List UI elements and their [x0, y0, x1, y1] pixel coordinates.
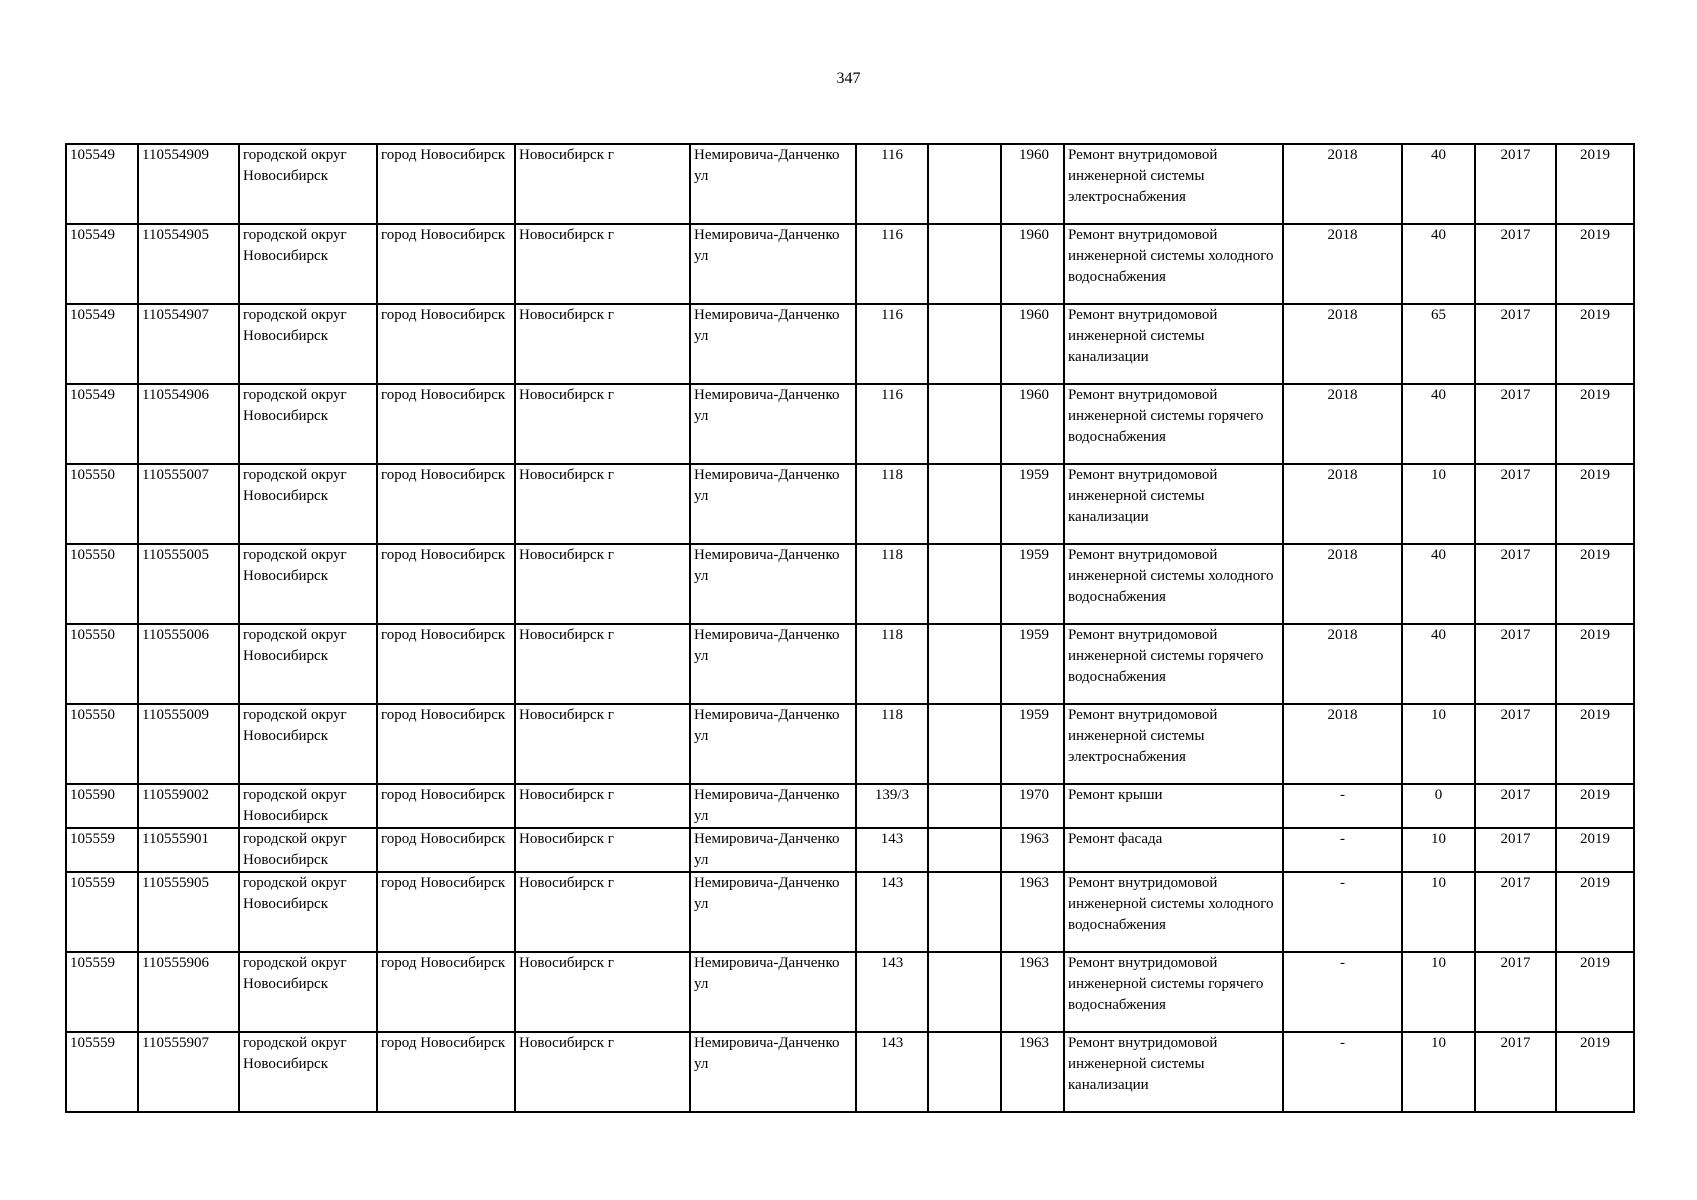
wear-percent-cell: 40	[1402, 144, 1475, 224]
work-code-cell: 110559002	[138, 784, 239, 828]
period-to-cell: 2019	[1556, 1032, 1634, 1112]
house-number-cell: 116	[856, 304, 928, 384]
last-repair-cell: -	[1283, 828, 1402, 872]
building-cell	[928, 952, 1001, 1032]
building-cell	[928, 624, 1001, 704]
wear-percent-cell: 10	[1402, 952, 1475, 1032]
work-code-cell: 110555901	[138, 828, 239, 872]
district-cell: городской округ Новосибирск	[239, 384, 377, 464]
work-code-cell: 110555007	[138, 464, 239, 544]
house-number-cell: 118	[856, 704, 928, 784]
work-code-cell: 110554906	[138, 384, 239, 464]
last-repair-cell: -	[1283, 872, 1402, 952]
year-built-cell: 1963	[1001, 872, 1064, 952]
building-cell	[928, 304, 1001, 384]
district-cell: городской округ Новосибирск	[239, 224, 377, 304]
street-cell: Немировича-Данченко ул	[690, 144, 856, 224]
year-built-cell: 1960	[1001, 384, 1064, 464]
work-type-cell: Ремонт внутридомовой инженерной системы канализации	[1064, 464, 1283, 544]
work-type-cell: Ремонт внутридомовой инженерной системы электроснабжения	[1064, 704, 1283, 784]
row-id-cell: 105550	[66, 464, 138, 544]
last-repair-cell: 2018	[1283, 624, 1402, 704]
house-number-cell: 116	[856, 224, 928, 304]
house-number-cell: 143	[856, 872, 928, 952]
settlement-cell: город Новосибирск	[377, 464, 515, 544]
house-number-cell: 139/3	[856, 784, 928, 828]
work-type-cell: Ремонт внутридомовой инженерной системы холодного водоснабжения	[1064, 224, 1283, 304]
period-to-cell: 2019	[1556, 624, 1634, 704]
district-cell: городской округ Новосибирск	[239, 464, 377, 544]
row-id-cell: 105549	[66, 224, 138, 304]
year-built-cell: 1963	[1001, 828, 1064, 872]
wear-percent-cell: 10	[1402, 464, 1475, 544]
table-row	[66, 872, 1634, 952]
last-repair-cell: 2018	[1283, 544, 1402, 624]
table-row	[66, 952, 1634, 1032]
settlement-cell: город Новосибирск	[377, 952, 515, 1032]
city-cell: Новосибирск г	[515, 1032, 690, 1112]
city-cell: Новосибирск г	[515, 952, 690, 1032]
row-id-cell: 105550	[66, 624, 138, 704]
work-type-cell: Ремонт внутридомовой инженерной системы канализации	[1064, 304, 1283, 384]
period-from-cell: 2017	[1475, 224, 1556, 304]
wear-percent-cell: 40	[1402, 624, 1475, 704]
city-cell: Новосибирск г	[515, 624, 690, 704]
year-built-cell: 1970	[1001, 784, 1064, 828]
last-repair-cell: -	[1283, 1032, 1402, 1112]
period-to-cell: 2019	[1556, 544, 1634, 624]
row-id-cell: 105559	[66, 828, 138, 872]
year-built-cell: 1959	[1001, 704, 1064, 784]
street-cell: Немировича-Данченко ул	[690, 464, 856, 544]
work-type-cell: Ремонт фасада	[1064, 828, 1283, 872]
repair-schedule-table	[65, 143, 1635, 1113]
period-to-cell: 2019	[1556, 464, 1634, 544]
last-repair-cell: 2018	[1283, 224, 1402, 304]
house-number-cell: 116	[856, 384, 928, 464]
period-from-cell: 2017	[1475, 828, 1556, 872]
period-to-cell: 2019	[1556, 872, 1634, 952]
last-repair-cell: 2018	[1283, 384, 1402, 464]
table-row	[66, 828, 1634, 872]
work-type-cell: Ремонт внутридомовой инженерной системы электроснабжения	[1064, 144, 1283, 224]
wear-percent-cell: 40	[1402, 384, 1475, 464]
city-cell: Новосибирск г	[515, 872, 690, 952]
wear-percent-cell: 65	[1402, 304, 1475, 384]
period-from-cell: 2017	[1475, 952, 1556, 1032]
period-from-cell: 2017	[1475, 304, 1556, 384]
street-cell: Немировича-Данченко ул	[690, 384, 856, 464]
work-code-cell: 110555907	[138, 1032, 239, 1112]
work-type-cell: Ремонт внутридомовой инженерной системы канализации	[1064, 1032, 1283, 1112]
period-to-cell: 2019	[1556, 144, 1634, 224]
settlement-cell: город Новосибирск	[377, 544, 515, 624]
row-id-cell: 105550	[66, 704, 138, 784]
settlement-cell: город Новосибирск	[377, 304, 515, 384]
table-row	[66, 304, 1634, 384]
house-number-cell: 143	[856, 1032, 928, 1112]
settlement-cell: город Новосибирск	[377, 224, 515, 304]
city-cell: Новосибирск г	[515, 464, 690, 544]
city-cell: Новосибирск г	[515, 304, 690, 384]
settlement-cell: город Новосибирск	[377, 1032, 515, 1112]
settlement-cell: город Новосибирск	[377, 144, 515, 224]
district-cell: городской округ Новосибирск	[239, 624, 377, 704]
period-to-cell: 2019	[1556, 704, 1634, 784]
street-cell: Немировича-Данченко ул	[690, 872, 856, 952]
wear-percent-cell: 10	[1402, 828, 1475, 872]
period-from-cell: 2017	[1475, 544, 1556, 624]
house-number-cell: 118	[856, 624, 928, 704]
city-cell: Новосибирск г	[515, 384, 690, 464]
settlement-cell: город Новосибирск	[377, 828, 515, 872]
district-cell: городской округ Новосибирск	[239, 704, 377, 784]
city-cell: Новосибирск г	[515, 544, 690, 624]
table-row	[66, 384, 1634, 464]
last-repair-cell: 2018	[1283, 704, 1402, 784]
city-cell: Новосибирск г	[515, 704, 690, 784]
building-cell	[928, 828, 1001, 872]
street-cell: Немировича-Данченко ул	[690, 304, 856, 384]
period-from-cell: 2017	[1475, 464, 1556, 544]
work-code-cell: 110554907	[138, 304, 239, 384]
last-repair-cell: 2018	[1283, 464, 1402, 544]
row-id-cell: 105559	[66, 1032, 138, 1112]
wear-percent-cell: 0	[1402, 784, 1475, 828]
district-cell: городской округ Новосибирск	[239, 784, 377, 828]
wear-percent-cell: 10	[1402, 872, 1475, 952]
settlement-cell: город Новосибирск	[377, 624, 515, 704]
city-cell: Новосибирск г	[515, 828, 690, 872]
street-cell: Немировича-Данченко ул	[690, 624, 856, 704]
work-code-cell: 110555905	[138, 872, 239, 952]
work-code-cell: 110555906	[138, 952, 239, 1032]
period-to-cell: 2019	[1556, 224, 1634, 304]
row-id-cell: 105559	[66, 872, 138, 952]
building-cell	[928, 872, 1001, 952]
wear-percent-cell: 40	[1402, 224, 1475, 304]
last-repair-cell: 2018	[1283, 144, 1402, 224]
district-cell: городской округ Новосибирск	[239, 828, 377, 872]
settlement-cell: город Новосибирск	[377, 872, 515, 952]
table-row	[66, 224, 1634, 304]
period-from-cell: 2017	[1475, 1032, 1556, 1112]
district-cell: городской округ Новосибирск	[239, 304, 377, 384]
year-built-cell: 1959	[1001, 464, 1064, 544]
table-row	[66, 464, 1634, 544]
period-from-cell: 2017	[1475, 784, 1556, 828]
year-built-cell: 1959	[1001, 544, 1064, 624]
wear-percent-cell: 40	[1402, 544, 1475, 624]
building-cell	[928, 1032, 1001, 1112]
table-row	[66, 624, 1634, 704]
work-code-cell: 110555006	[138, 624, 239, 704]
building-cell	[928, 704, 1001, 784]
street-cell: Немировича-Данченко ул	[690, 224, 856, 304]
year-built-cell: 1960	[1001, 304, 1064, 384]
work-code-cell: 110554905	[138, 224, 239, 304]
period-to-cell: 2019	[1556, 304, 1634, 384]
street-cell: Немировича-Данченко ул	[690, 952, 856, 1032]
work-type-cell: Ремонт внутридомовой инженерной системы холодного водоснабжения	[1064, 872, 1283, 952]
street-cell: Немировича-Данченко ул	[690, 704, 856, 784]
city-cell: Новосибирск г	[515, 144, 690, 224]
page-number: 347	[836, 70, 861, 87]
work-type-cell: Ремонт внутридомовой инженерной системы горячего водоснабжения	[1064, 384, 1283, 464]
district-cell: городской округ Новосибирск	[239, 544, 377, 624]
work-type-cell: Ремонт внутридомовой инженерной системы горячего водоснабжения	[1064, 952, 1283, 1032]
row-id-cell: 105559	[66, 952, 138, 1032]
period-from-cell: 2017	[1475, 384, 1556, 464]
last-repair-cell: -	[1283, 952, 1402, 1032]
street-cell: Немировича-Данченко ул	[690, 828, 856, 872]
period-from-cell: 2017	[1475, 624, 1556, 704]
row-id-cell: 105590	[66, 784, 138, 828]
table-row	[66, 784, 1634, 828]
period-to-cell: 2019	[1556, 784, 1634, 828]
district-cell: городской округ Новосибирск	[239, 1032, 377, 1112]
work-type-cell: Ремонт крыши	[1064, 784, 1283, 828]
wear-percent-cell: 10	[1402, 704, 1475, 784]
row-id-cell: 105549	[66, 144, 138, 224]
city-cell: Новосибирск г	[515, 224, 690, 304]
table-row	[66, 704, 1634, 784]
district-cell: городской округ Новосибирск	[239, 952, 377, 1032]
work-code-cell: 110555009	[138, 704, 239, 784]
house-number-cell: 143	[856, 828, 928, 872]
building-cell	[928, 464, 1001, 544]
street-cell: Немировича-Данченко ул	[690, 1032, 856, 1112]
row-id-cell: 105550	[66, 544, 138, 624]
house-number-cell: 118	[856, 544, 928, 624]
building-cell	[928, 224, 1001, 304]
row-id-cell: 105549	[66, 384, 138, 464]
district-cell: городской округ Новосибирск	[239, 144, 377, 224]
period-to-cell: 2019	[1556, 384, 1634, 464]
table-row	[66, 144, 1634, 224]
row-id-cell: 105549	[66, 304, 138, 384]
work-code-cell: 110555005	[138, 544, 239, 624]
district-cell: городской округ Новосибирск	[239, 872, 377, 952]
house-number-cell: 118	[856, 464, 928, 544]
last-repair-cell: 2018	[1283, 304, 1402, 384]
wear-percent-cell: 10	[1402, 1032, 1475, 1112]
settlement-cell: город Новосибирск	[377, 784, 515, 828]
period-from-cell: 2017	[1475, 872, 1556, 952]
building-cell	[928, 784, 1001, 828]
house-number-cell: 116	[856, 144, 928, 224]
work-type-cell: Ремонт внутридомовой инженерной системы холодного водоснабжения	[1064, 544, 1283, 624]
settlement-cell: город Новосибирск	[377, 704, 515, 784]
year-built-cell: 1960	[1001, 144, 1064, 224]
period-to-cell: 2019	[1556, 828, 1634, 872]
house-number-cell: 143	[856, 952, 928, 1032]
work-code-cell: 110554909	[138, 144, 239, 224]
work-type-cell: Ремонт внутридомовой инженерной системы горячего водоснабжения	[1064, 624, 1283, 704]
year-built-cell: 1960	[1001, 224, 1064, 304]
period-to-cell: 2019	[1556, 952, 1634, 1032]
last-repair-cell: -	[1283, 784, 1402, 828]
period-from-cell: 2017	[1475, 144, 1556, 224]
street-cell: Немировича-Данченко ул	[690, 784, 856, 828]
building-cell	[928, 544, 1001, 624]
street-cell: Немировича-Данченко ул	[690, 544, 856, 624]
building-cell	[928, 384, 1001, 464]
period-from-cell: 2017	[1475, 704, 1556, 784]
city-cell: Новосибирск г	[515, 784, 690, 828]
table-row	[66, 1032, 1634, 1112]
year-built-cell: 1959	[1001, 624, 1064, 704]
building-cell	[928, 144, 1001, 224]
year-built-cell: 1963	[1001, 1032, 1064, 1112]
table-row	[66, 544, 1634, 624]
settlement-cell: город Новосибирск	[377, 384, 515, 464]
year-built-cell: 1963	[1001, 952, 1064, 1032]
